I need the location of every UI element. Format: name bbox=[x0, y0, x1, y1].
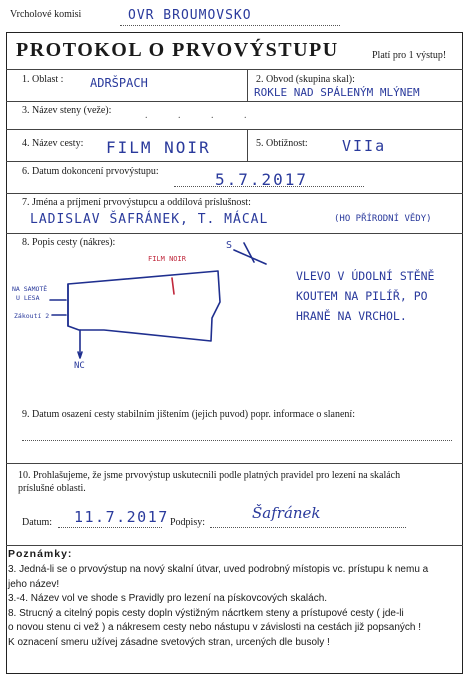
notes-list bbox=[8, 563, 460, 650]
description-line: KOUTEM NA PILÍŘ, PO bbox=[296, 289, 428, 303]
declaration-text-1: 10. Prohlašujeme, že jsme prvovýstup uskutecnili podle platných pravidel pro lezení na skalách bbox=[18, 470, 401, 481]
area-value: ADRŠPACH bbox=[90, 76, 148, 90]
description-line: HRANĚ NA VRCHOL. bbox=[296, 309, 407, 323]
sketch-left-label-2: U LESA bbox=[16, 294, 40, 302]
note-line: 8. Strucný a citelný popis cesty dopln výstižným nácrtkem steny a prístupové cesty ( jde-li bbox=[8, 607, 404, 619]
signature-value: Šafránek bbox=[252, 504, 321, 522]
signatures-label: Podpisy: bbox=[170, 517, 206, 528]
difficulty-label: 5. Obtížnost: bbox=[256, 138, 308, 149]
route-value: FILM NOIR bbox=[106, 138, 211, 157]
district-label: 2. Obvod (skupina skal): bbox=[256, 74, 355, 85]
route-label: 4. Název cesty: bbox=[22, 138, 84, 149]
wall-label: 3. Název steny (veže): bbox=[22, 105, 112, 116]
date-value: 5.7.2017 bbox=[215, 170, 309, 189]
sketch-left-label-3: Zákoutí 2 bbox=[14, 312, 50, 320]
sketch-bottom-label: NC bbox=[74, 361, 85, 371]
names-affiliation: (HO PŘÍRODNÍ VĚDY) bbox=[334, 214, 432, 224]
district-value: ROKLE NAD SPÁLENÝM MLÝNEM bbox=[254, 86, 420, 99]
description-text bbox=[296, 266, 434, 326]
summit-committee-label: Vrcholové komisi bbox=[10, 9, 82, 20]
column-divider bbox=[247, 69, 248, 101]
row-divider bbox=[6, 101, 463, 102]
sketch-compass-label: S bbox=[226, 240, 233, 251]
summit-committee-dotline bbox=[120, 25, 340, 26]
row-divider bbox=[6, 129, 463, 130]
summit-committee-value: OVR BROUMOVSKO bbox=[128, 8, 252, 23]
row-divider bbox=[6, 161, 463, 162]
compass-mark bbox=[234, 243, 266, 264]
wall-value-dots: . . . . bbox=[145, 110, 261, 121]
rock-outline bbox=[68, 271, 220, 341]
notes-heading: Poznámky: bbox=[8, 548, 73, 560]
names-label: 7. Jména a príjmení prvovýstupcu a oddílová príslušnost: bbox=[22, 197, 251, 208]
area-label: 1. Oblast : bbox=[22, 74, 64, 85]
approach-arrow bbox=[78, 330, 82, 358]
bolt-dotline bbox=[22, 440, 452, 441]
date-label: 6. Datum dokoncení prvovýstupu: bbox=[22, 166, 159, 177]
declaration-text-2: príslušné oblasti. bbox=[18, 483, 86, 494]
bolt-label: 9. Datum osazení cesty stabilním jištením (jejich puvod) popr. informace o slanení: bbox=[22, 409, 355, 420]
row-divider bbox=[6, 545, 463, 546]
note-line: 3.-4. Název vol ve shode s Pravidly pro lezení na pískovcových skalách. bbox=[8, 593, 328, 604]
signature-dotline bbox=[210, 527, 406, 528]
note-line: jeho název! bbox=[8, 578, 60, 590]
row-divider bbox=[6, 233, 463, 234]
valid-note: Platí pro 1 výstup! bbox=[372, 50, 447, 61]
column-divider bbox=[247, 129, 248, 161]
declaration-date-label: Datum: bbox=[22, 517, 52, 528]
declaration-date-dotline bbox=[58, 527, 162, 528]
route-line bbox=[172, 278, 174, 294]
description-label: 8. Popis cesty (nákres): bbox=[22, 237, 116, 248]
row-divider bbox=[6, 193, 463, 194]
declaration-date-value: 11.7.2017 bbox=[74, 508, 169, 526]
sketch-left-label-1: NA SAMOTĚ bbox=[12, 285, 48, 293]
note-line: K oznacení smeru užívej zásadne svetových stran, urcených dle busoly ! bbox=[8, 636, 330, 648]
row-divider bbox=[6, 463, 463, 464]
difficulty-value: VIIa bbox=[342, 137, 387, 155]
note-line: 3. Jedná-li se o prvovýstup na nový skalní útvar, uved podrobný místopis vc. prístupu k nemu a bbox=[8, 564, 429, 575]
date-dotline bbox=[174, 186, 364, 187]
page-title: PROTOKOL O PRVOVÝSTUPU bbox=[16, 39, 339, 61]
sketch-route-name: FILM NOIR bbox=[148, 255, 186, 263]
row-divider bbox=[6, 69, 463, 70]
note-line: o novou stenu ci vež ) a nákresem cesty nebo nástupu v závislosti na cestách již popsaných ! bbox=[8, 622, 421, 633]
description-line: VLEVO V ÚDOLNÍ STĚNĚ bbox=[296, 269, 435, 283]
names-value: LADISLAV ŠAFRÁNEK, T. MÁCAL bbox=[30, 212, 269, 227]
